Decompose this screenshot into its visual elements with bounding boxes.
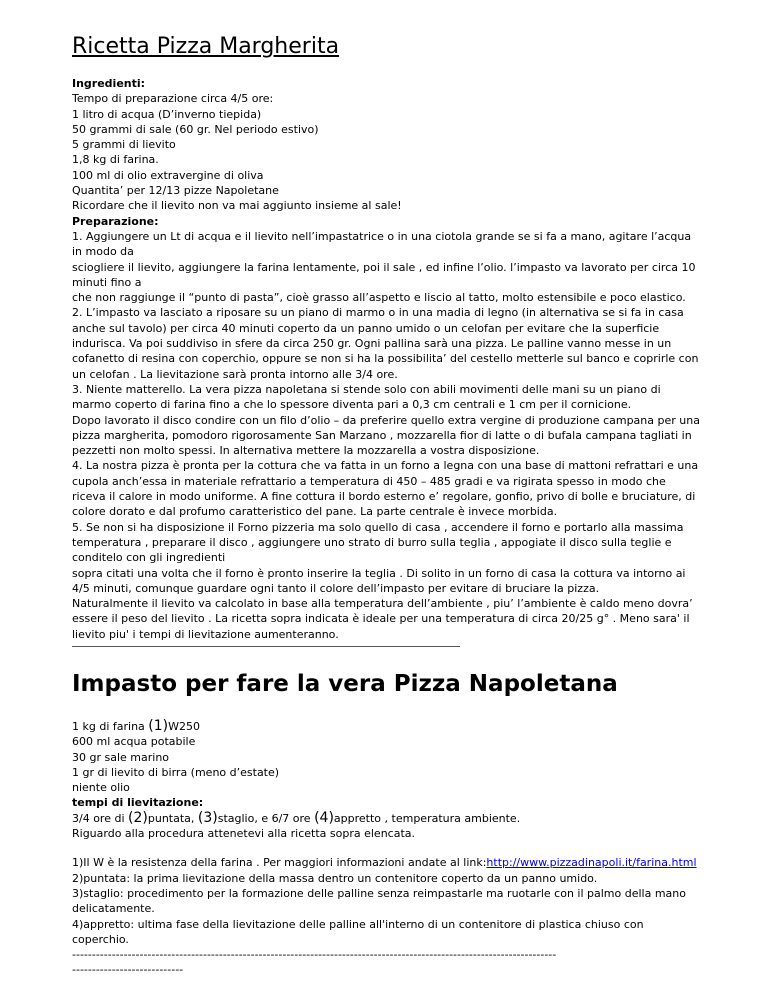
tempi-text: staglio, e 6/7 ore — [217, 811, 315, 825]
ingredient-line: Ricordare che il lievito non va mai aggiunto insieme al sale! — [72, 199, 402, 213]
ingredient-line: 50 grammi di sale (60 gr. Nel periodo estivo) — [72, 122, 319, 136]
impasto-line: 600 ml acqua potabile — [72, 735, 196, 749]
footnote-ref: (1) — [148, 717, 169, 734]
preparation-line: Naturalmente il lievito va calcolato in base alla temperatura dell’ambiente , piu’ l’ambiente è caldo meno dovra’ essere il peso del lievito . La ricetta sopra indicata è ideale per una temperatura di circa 20/25 g° . Meno sara' il lievito piu' i tempi di lievitazione aumenteranno. — [72, 597, 693, 641]
preparation-line: 4. La nostra pizza è pronta per la cottura che va fatta in un forno a legna con una base di mattoni refrattari e una cupola anch’essa in materiale refrattario a temperatura di 450 – 485 gradi e va rigirata spesso in modo che riceva il calore in modo uniforme. A fine cottura il bordo esterno e’ regolare, gonfio, privo di bolle e bruciature, di colore dorato e dal profumo caratteristico del pane. La parte centrale è invece morbida. — [72, 459, 699, 519]
footnote-2: 2)puntata: la prima lievitazione della massa dentro un contenitore coperto da un panno umido. — [72, 871, 598, 885]
impasto-line: 30 gr sale marino — [72, 750, 170, 764]
recipe-title: Ricetta Pizza Margherita — [72, 34, 340, 59]
impasto-line — [72, 719, 702, 734]
ingredient-line: 100 ml di olio extravergine di oliva — [72, 168, 264, 182]
preparation-line: 1. Aggiungere un Lt di acqua e il lievito nell’impastatrice o in una ciotola grande se si fa a mano, agitare l’acqua in modo da — [72, 229, 692, 259]
tempi-heading: tempi di lievitazione: — [72, 796, 204, 810]
ingredient-line: 1,8 kg di farina. — [72, 153, 159, 167]
ingredient-line: 1 litro di acqua (D’inverno tiepida) — [72, 107, 262, 121]
impasto-text: 1 kg di farina — [72, 719, 149, 733]
recipe-body — [72, 76, 702, 642]
dashed-separator: -------------------------------------------------------------------------------------------------------------------------- — [72, 948, 557, 962]
footnote-ref: (3) — [197, 809, 218, 826]
ingredient-line: 5 grammi di lievito — [72, 138, 176, 152]
impasto-title: Impasto per fare la vera Pizza Napoletana — [72, 670, 618, 697]
impasto-body — [72, 719, 702, 978]
tempi-text: appretto , temperatura ambiente. — [333, 811, 521, 825]
document-page — [72, 32, 702, 978]
preparation-line: 2. L’impasto va lasciato a riposare su un piano di marmo o in una madia di legno (in alternativa se si fa in casa anche sul tavolo) per circa 40 minuti coperto da un panno umido o un celofan per evitare che la superficie indurisca. Va poi suddiviso in sfere da circa 250 gr. Ogni pallina sarà una pizza. Le palline vanno messe in un cofanetto di resina con coperchio, oppure se non si ha la possibilita’ del cestello metterle sul banco e coprirle con un celofan . La lievitazione sarà pronta intorno alle 3/4 ore. — [72, 306, 699, 381]
tempi-text: 3/4 ore di — [72, 811, 129, 825]
ingredients-heading: Ingredienti: — [72, 77, 146, 90]
impasto-line: niente olio — [72, 781, 130, 795]
footnote-4: 4)appretto: ultima fase della lievitazione delle palline all'interno di un contenitore di plastica chiuso con coperchio. — [72, 917, 644, 946]
dashed-separator-end: ---------------------------- — [72, 963, 184, 977]
ingredient-line: Tempo di preparazione circa 4/5 ore: — [72, 92, 274, 106]
preparation-heading: Preparazione: — [72, 214, 159, 228]
preparation-line: 3. Niente matterello. La vera pizza napoletana si stende solo con abili movimenti delle mani su un piano di marmo coperto di farina fino a che lo spessore diventa pari a 0,3 cm centrali e 1 cm per il cornicione. — [72, 382, 661, 412]
footnote-text: 1)Il W è la resistenza della farina . Per maggiori informazioni andate al link: — [72, 856, 487, 870]
preparation-line: sopra citati una volta che il forno è pronto inserire la teglia . Di solito in un forno di casa la cottura va intorno ai 4/5 minuti, comunque guardare ogni tanto il colore dell’impasto per evitare di bruciare la pizza. — [72, 566, 686, 595]
footnote-ref: (2) — [128, 809, 148, 826]
preparation-line: che non raggiunge il “punto di pasta”, cioè grasso all’aspetto e liscio al tatto, molto estensibile e poco elastico. — [72, 291, 686, 305]
impasto-text: W250 — [168, 719, 200, 733]
preparation-line: Dopo lavorato il disco condire con un filo d’olio – da preferire quello extra vergine di produzione campana per una pizza margherita, pomodoro rigorosamente San Marzano , mozzarella fior di latte o di bufala campana tagliati in pezzetti non molto spessi. In alternativa mettere la mozzarella a vostra disposizione. — [72, 413, 700, 458]
footnote-ref: (4) — [314, 809, 334, 826]
section-divider — [72, 646, 460, 647]
procedure-note: Riguardo alla procedura attenetevi alla ricetta sopra elencata. — [72, 827, 416, 841]
preparation-line: sciogliere il lievito, aggiungere la farina lentamente, poi il sale , ed infine l’olio. l’impasto va lavorato per circa 10 minuti fino a — [72, 260, 696, 289]
footnote-3: 3)staglio: procedimento per la formazione delle palline senza reimpastarle ma ruotarle con il palmo della mano delicatamente. — [72, 886, 687, 916]
footnote-1 — [72, 855, 702, 870]
tempi-line — [72, 811, 702, 826]
farina-link[interactable]: http://www.pizzadinapoli.it/farina.html — [486, 856, 697, 870]
preparation-line: 5. Se non si ha disposizione il Forno pizzeria ma solo quello di casa , accendere il forno e portarlo alla massima temperatura , preparare il disco , aggiungere uno strato di burro sulla teglia , appogiate il disco sulla teglie e conditelo con gli ingredienti — [72, 520, 684, 565]
ingredient-line: Quantita’ per 12/13 pizze Napoletane — [72, 184, 279, 198]
tempi-text: puntata, — [147, 811, 198, 825]
impasto-line: 1 gr di lievito di birra (meno d’estate) — [72, 765, 280, 779]
